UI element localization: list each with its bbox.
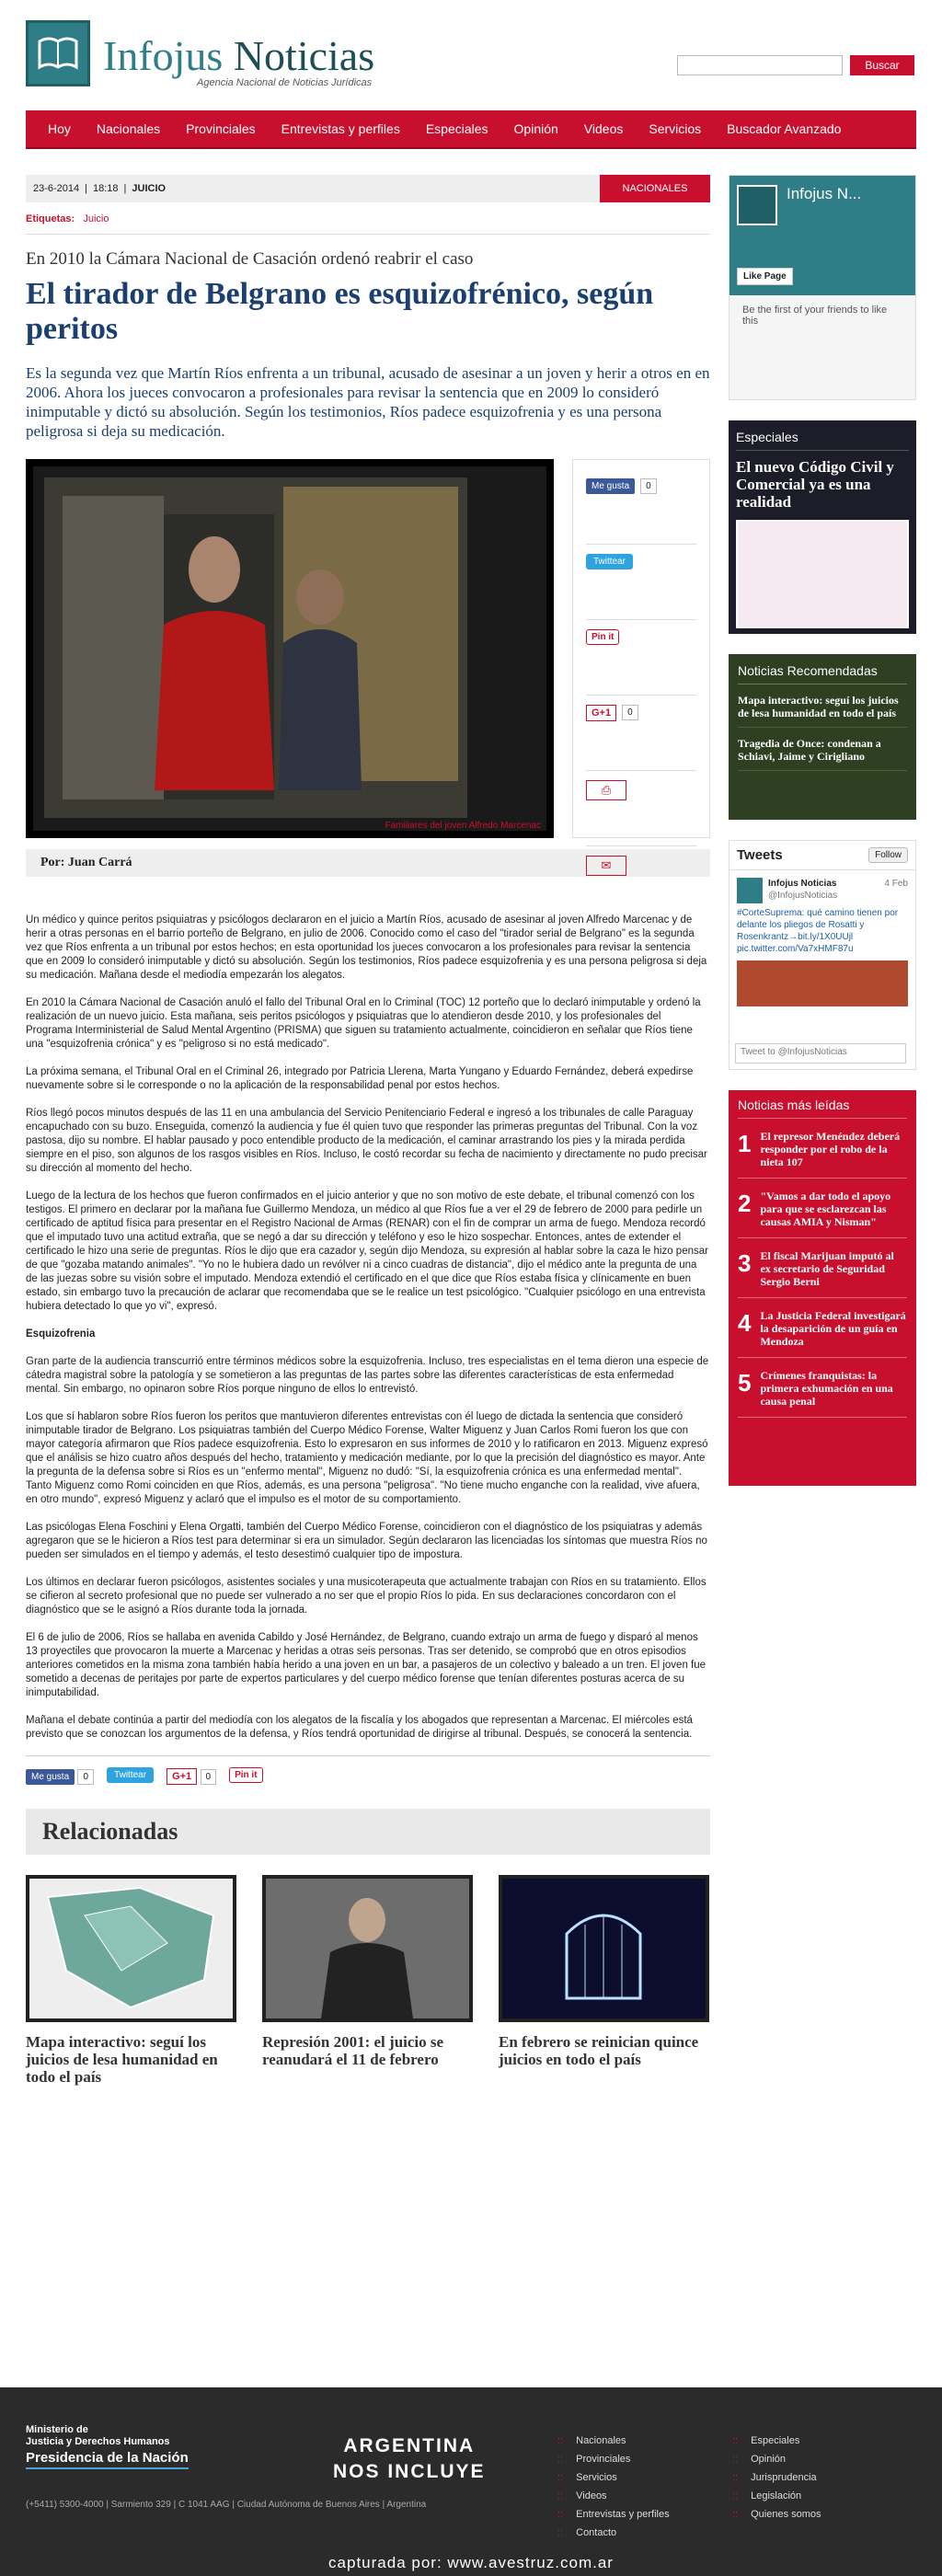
related-item[interactable] <box>499 1875 709 2086</box>
article-paragraph: Gran parte de la audiencia transcurrió entre términos médicos sobre la esquizofrenia. Incluso, tres especialistas en el tema dieron una especie de cátedra magistral sobre la patología y se sometieron a las preguntas de las partes sobre las diferentes características de esta enfermedad mental. Sin embargo, no opinaron sobre Ríos porque ninguno de ellos lo entrevistó. <box>26 1356 709 1395</box>
photo-caption: Familiares del joven Alfredo Marcenac <box>385 821 541 831</box>
nav-item[interactable]: Servicios <box>649 121 702 136</box>
tweet-user[interactable]: Infojus Noticias <box>768 879 837 889</box>
logo-name-b: Noticias <box>233 32 375 79</box>
related-thumb-photo <box>262 1875 473 2022</box>
footer-address: (+5411) 5300-4000 | Sarmiento 329 | C 1041 AAG | Ciudad Autónoma de Buenos Aires | Argentina <box>26 2500 427 2510</box>
site-logo[interactable] <box>26 20 394 94</box>
footer-link[interactable]: :: Servicios <box>557 2468 670 2487</box>
article-paragraph: La próxima semana, el Tribunal Oral en el Criminal 26, integrado por Patricia Llerena, Marta Yungano y Eduardo Fernández, deberá expedirse nuevamente sobre si le corresponde o no la aplicación de la responsabilidad penal por estos hechos. <box>26 1066 694 1091</box>
article-subhead: Esquizofrenia <box>26 1328 96 1340</box>
most-read-number: 3 <box>738 1249 752 1277</box>
most-read-item[interactable] <box>738 1190 907 1238</box>
related-title-text: Represión 2001: el juicio se reanudará el 11 de febrero <box>262 2033 444 2068</box>
facebook-like-button-bottom[interactable]: Me gusta <box>26 1769 75 1785</box>
section-badge[interactable]: NACIONALES <box>600 175 710 202</box>
twitter-button-bottom[interactable]: Twittear <box>107 1767 154 1783</box>
facebook-count: 0 <box>640 478 657 494</box>
tweet-image <box>737 960 908 1006</box>
recommended-item[interactable]: Tragedia de Once: condenan a Schiavi, Jaime y Cirigliano <box>738 737 907 771</box>
nav-item[interactable]: Opinión <box>513 121 558 136</box>
most-read-number: 5 <box>738 1369 752 1397</box>
ministry-line-2: Justicia y Derechos Humanos <box>26 2436 170 2447</box>
article-paragraph: Los últimos en declarar fueron psicólogos, asistentes sociales y una musicoterapeuta que actualmente trabajan con Ríos en su tratamiento. Ellos se cifieron al secreto profesional que no puede ser vulnerado a no ser que el propio Ríos lo pida. En sus declaraciones concordaron con el diagnóstico que se le asignó a Ríos durante toda la jornada. <box>26 1577 706 1616</box>
most-read-text: El represor Menéndez deberá responder por el robo de la nieta 107 <box>760 1130 901 1168</box>
avatar <box>737 878 763 903</box>
nav-item[interactable]: Videos <box>583 121 624 136</box>
google-plus-count: 0 <box>622 705 638 720</box>
book-logo-icon <box>26 20 90 86</box>
footer-link[interactable]: :: Videos <box>557 2487 670 2505</box>
footer-link[interactable]: :: Opinión <box>732 2450 821 2468</box>
article-meta-bar: 23-6-2014 | 18:18 | JUICIO NACIONALES <box>26 175 710 202</box>
nav-item[interactable]: Hoy <box>48 121 71 136</box>
article-paragraph: Mañana el debate continúa a partir del mediodía con los alegatos de la fiscalía y los abogados que representan a Marcenac. El miércoles está previsto que se conozcan los argumentos de la defensa, y Ríos tendrá oportunidad de dirigirse al tribunal. Después, se conocerá la sentencia. <box>26 1715 693 1740</box>
google-plus-button-bottom[interactable]: G+1 <box>167 1768 197 1785</box>
facebook-widget <box>729 175 916 400</box>
tweet-to-input[interactable]: Tweet to @InfojusNoticias <box>735 1043 906 1064</box>
search-button[interactable]: Buscar <box>850 55 914 75</box>
arg-line-2: NOS INCLUYE <box>333 2461 486 2482</box>
most-read-number: 4 <box>738 1309 752 1337</box>
nav-item[interactable]: Entrevistas y perfiles <box>281 121 400 136</box>
fb-like-page-button[interactable]: Like Page <box>737 268 793 285</box>
recommended-item[interactable]: Mapa interactivo: seguí los juicios de lesa humanidad en todo el país <box>738 694 907 728</box>
tweet-item <box>729 870 915 1014</box>
especiales-image <box>736 520 909 628</box>
article-paragraph: El 6 de julio de 2006, Ríos se hallaba en avenida Cabildo y José Hernández, de Belgrano, cuando extrajo un arma de fuego y disparó al menos 13 proyectiles que provocaron la muerte a Marcenac y heridas a otras seis personas. Tras ser detenido, se comprobó que en otros episodios anteriores cometidos en la misma zona también había herido a una joven en un bar, a pasajeros de un colectivo y baleado a un tren. El joven fue sometido a decenas de peritajes por parte de expertos particulares y del cuerpo médico forense que tenían diferentes posturas acerca de su inimputabilidad. <box>26 1632 706 1698</box>
site-header <box>0 0 942 110</box>
facebook-count-bottom: 0 <box>77 1769 94 1785</box>
related-title-text: En febrero se reinician quince juicios en todo el país <box>499 2033 699 2068</box>
article-paragraph: Ríos llegó pocos minutos después de las 11 en una ambulancia del Servicio Penitenciario Federal e ingresó a los tribunales de calle Paraguay encapuchado con su buzo. Enseguida, comenzó la audiencia y fue él quien tuvo que responder las primeras preguntas del Tribunal. Con la voz pastosa, dijo su nombre. El hablar pausado y poco entendible producto de la medicación, el caminar arrastrando los pies y la mirada perdida siempre en el piso, son algunos de los rasgos visibles en Ríos. Incluso, le costó recordar su fecha de nacimiento y directamente no pudo precisar su dirección al momento del hecho. <box>26 1108 707 1174</box>
presidency-text: Presidencia de la Nación <box>26 2450 189 2469</box>
google-plus-count-bottom: 0 <box>201 1769 217 1785</box>
main-nav <box>26 110 916 147</box>
footer-link[interactable]: :: Quienes somos <box>732 2505 821 2524</box>
article-time: 18:18 <box>93 183 119 194</box>
nav-item[interactable]: Provinciales <box>186 121 256 136</box>
watermark-text: capturada por: www.avestruz.com.ar <box>328 2554 614 2571</box>
fb-page-name[interactable]: Infojus N... <box>787 185 862 202</box>
article <box>26 175 710 2086</box>
most-read-text: "Vamos a dar todo el apoyo para que se esclarezcan las causas AMIA y Nisman" <box>760 1190 891 1228</box>
nav-item[interactable]: Especiales <box>425 121 488 136</box>
article-headline: El tirador de Belgrano es esquizofrénico, según peritos <box>26 277 654 346</box>
most-read-item[interactable] <box>738 1309 907 1358</box>
twitter-button[interactable]: Twittear <box>586 554 633 569</box>
most-read-item[interactable] <box>738 1369 907 1418</box>
twitter-widget <box>729 840 916 1070</box>
page-logo-icon <box>737 185 777 225</box>
footer-link[interactable]: :: Jurisprudencia <box>732 2468 821 2487</box>
article-lead: Es la segunda vez que Martín Ríos enfrenta a un tribunal, acusado de asesinar a un joven y herir a otros en en 2006. Ahora los jueces convocaron a profesionales para revisar la sentencia que en 2009 lo consideró inimputable y dictó su absolución. Según los testimonios, Ríos padece esquizofrenia y es una persona peligrosa si deja su medicación. <box>26 364 710 440</box>
article-author: Por: Juan Carrá <box>26 849 710 877</box>
footer-link[interactable]: :: Contacto <box>557 2524 670 2542</box>
most-read-number: 1 <box>738 1130 752 1157</box>
footer-link[interactable]: :: Especiales <box>732 2432 821 2450</box>
tweet-handle: @InfojusNoticias <box>768 891 838 901</box>
most-read-text: El fiscal Marijuan imputó al ex secretario de Seguridad Sergio Berni <box>760 1249 894 1288</box>
article-kicker: En 2010 la Cámara Nacional de Casación ordenó reabrir el caso <box>26 249 474 269</box>
mail-icon[interactable]: ✉ <box>586 856 626 876</box>
share-column <box>572 459 710 872</box>
logo-name-a: Infojus <box>103 32 224 79</box>
related-thumb-illustration <box>499 1875 709 2022</box>
article-category: JUICIO <box>132 183 167 194</box>
bottom-share-bar <box>26 1755 710 1783</box>
tags-label: Etiquetas: <box>26 213 75 224</box>
related-item[interactable] <box>26 1875 236 2086</box>
article-paragraph: Luego de la lectura de los hechos que fueron confirmados en el juicio anterior y que no son motivo de este debate, el tribunal comenzó con los testigos. El primero en declarar por la mañana fue Guillermo Mendoza, un médico al que Ríos fue a ver el 29 de febrero de 2000 para pedirle un certificado de aptitud física para presentar en el Registro Nacional de Armas (RENAR) con el fin de comprar un arma de fuego. Mendoza recordó que el imputado tuvo una actitud extraña, que se negó a dar su dirección y teléfono y eso le hizo sospechar. Entonces, antes de extender el certificado le hizo una serie de preguntas. Ríos le dijo que era cazador y, según dijo Mendoza, su expresión al hablar sobre la caza le hizo pensar de que "gozaba matando animales". "Yo no le hubiera dado un revólver ni a cinco cuadras de distancia", dijo el médico ante la pregunta de una de las juezas sobre su visión sobre el imputado. Mendoza extendió el certificado en el que dice que Ríos estaba física y clínicamente en buen estado, sin embargo tuvo la precaución de aclarar que recomendaba que se le realice un test psicológico. "Cualquier psicólogo en una entrevista hubiera detectado lo que yo vi", expresó. <box>26 1190 708 1312</box>
especiales-box[interactable] <box>729 420 916 634</box>
recommended-box <box>729 654 916 820</box>
article-photo <box>26 459 554 838</box>
print-icon[interactable]: ⎙ <box>586 780 626 800</box>
most-read-text: Crímenes franquistas: la primera exhumación en una causa penal <box>760 1369 893 1408</box>
related-thumb-map <box>26 1875 236 2022</box>
ministry-line-1: Ministerio de <box>26 2424 88 2435</box>
most-read-item[interactable] <box>738 1249 907 1298</box>
footer-links-1 <box>557 2432 670 2542</box>
article-date: 23-6-2014 <box>33 183 80 194</box>
footer-links-2 <box>732 2432 821 2524</box>
footer-link[interactable]: :: Provinciales <box>557 2450 670 2468</box>
nav-item[interactable]: Nacionales <box>96 121 161 136</box>
fb-friends-text: Be the first of your friends to like this <box>742 305 888 327</box>
most-read-text: La Justicia Federal investigará la desaparición de un guía en Mendoza <box>760 1309 906 1348</box>
especiales-headline[interactable]: El nuevo Código Civil y Comercial ya es una realidad <box>736 458 894 511</box>
article-paragraph: Los que sí hablaron sobre Ríos fueron los peritos que mantuvieron diferentes entrevistas con él luego de dictada la sentencia que consideró inimputable tirador de Belgrano. Los psiquiatras también del Cuerpo Médico Forense, Walter Miguenz y Juan Carlos Romi fueron los que con mayor categoría afirmaron que Ríos padece esquizofrenia. Esto lo expresaron en sus informes de 2010 y lo ratificaron en 2013. Miguenz expresó que el análisis se hizo cuatro años después del hecho, tratamiento y medicación mediante, por lo que la precisión del diagnóstico es mayor. Ante la pregunta de la defensa sobre si Ríos es un "enfermo mental", Miguenz no dudó: "Sí, la esquizofrenia crónica es una enfermedad mental". Tanto Miguenz como Romi coinciden en que Ríos, además, es una persona "peligrosa". "No tiene mucho enganche con la realidad, vive afuera, en otro mundo", expresó Miguenz y aclaró que el impulso es el motor de su comportamiento. <box>26 1411 708 1505</box>
google-plus-button[interactable]: G+1 <box>586 705 616 721</box>
especiales-title: Especiales <box>736 430 909 451</box>
related-title-text: Mapa interactivo: seguí los juicios de lesa humanidad en todo el país <box>26 2033 218 2086</box>
related-title: Relacionadas <box>26 1809 710 1855</box>
pinterest-button-bottom[interactable]: Pin it <box>229 1767 262 1783</box>
arg-line-1: ARGENTINA <box>343 2435 476 2456</box>
article-paragraph: Un médico y quince peritos psiquiatras y psicólogos declararon en el juicio a Martín Ríos, acusado de asesinar al joven Alfredo Marcenac y de herir a otras personas en el barrio porteño de Belgrano, en julio de 2006. Conocido como el caso del "tirador serial de Belgrano" es la segunda vez que Ríos enfrenta a un tribunal por estos hechos; en esta oportunidad los jueces convocaron a los profesionales para revisar la sentencia que en 2009 lo consideró inimputable y dictó su absolución. Según los testimonios, Ríos padece esquizofrenia y es una persona peligrosa si deja su medicación. Mañana desde el mediodía empezarán los alegatos. <box>26 914 707 981</box>
nav-item[interactable]: Buscador Avanzado <box>727 121 842 136</box>
related-item[interactable] <box>262 1875 473 2086</box>
twitter-follow-button[interactable]: Follow <box>868 847 908 863</box>
article-paragraph: Las psicólogas Elena Foschini y Elena Orgatti, también del Cuerpo Médico Forense, coincidieron con el diagnóstico de los psiquiatras y además agregaron que se le hicieron a Ríos test para determinar si era un simulador. Según declararon las licenciadas los síntomas que muestra Ríos no pueden ser simulados en el tiempo y además, el testo desestimó cualquier tipo de impostura. <box>26 1522 707 1560</box>
most-read-box <box>729 1090 916 1486</box>
footer-link[interactable]: :: Legislación <box>732 2487 821 2505</box>
search-input[interactable] <box>677 55 843 75</box>
tweet-text[interactable]: #CorteSuprema: qué camino tienen por delante los pliegos de Rosatti y Rosenkrantz→bit.ly/1X0UUjl pic.twitter.com/Va7xHMF87u <box>737 908 899 954</box>
pinterest-button[interactable]: Pin it <box>586 629 619 645</box>
tag-link[interactable]: Juicio <box>83 213 109 224</box>
most-read-title: Noticias más leídas <box>738 1098 907 1119</box>
tweet-date: 4 Feb <box>884 879 908 889</box>
facebook-like-button[interactable]: Me gusta <box>586 478 635 494</box>
sidebar <box>729 175 916 1486</box>
site-footer <box>0 2387 942 2576</box>
article-body <box>26 914 710 1742</box>
footer-link[interactable]: :: Nacionales <box>557 2432 670 2450</box>
most-read-item[interactable] <box>738 1130 907 1179</box>
most-read-number: 2 <box>738 1190 752 1217</box>
footer-link[interactable]: :: Entrevistas y perfiles <box>557 2505 670 2524</box>
ministry-logo[interactable] <box>26 2424 189 2469</box>
tweets-title: Tweets <box>737 847 783 863</box>
article-tags <box>26 213 710 235</box>
site-tagline: Agencia Nacional de Noticias Jurídicas <box>197 77 373 88</box>
article-paragraph: En 2010 la Cámara Nacional de Casación anuló el fallo del Tribunal Oral en lo Criminal (TOC) 12 porteño que lo declaró inimputable y ordenó la realización de un nuevo juicio. Esta mañana, seis peritos psicólogos y psiquiatras que lo atendieron desde 2010, y los profesionales del Programa Interministerial de Salud Mental Argentino (PRISMA) que siguen su tratamiento actualmente, coincidieron en señalar que Ríos tiene una "esquizofrenia crónica" y es "peligroso si no está medicado". <box>26 997 701 1050</box>
related-section <box>26 1809 710 2086</box>
argentina-logo <box>333 2433 486 2485</box>
recommended-title: Noticias Recomendadas <box>738 663 907 684</box>
